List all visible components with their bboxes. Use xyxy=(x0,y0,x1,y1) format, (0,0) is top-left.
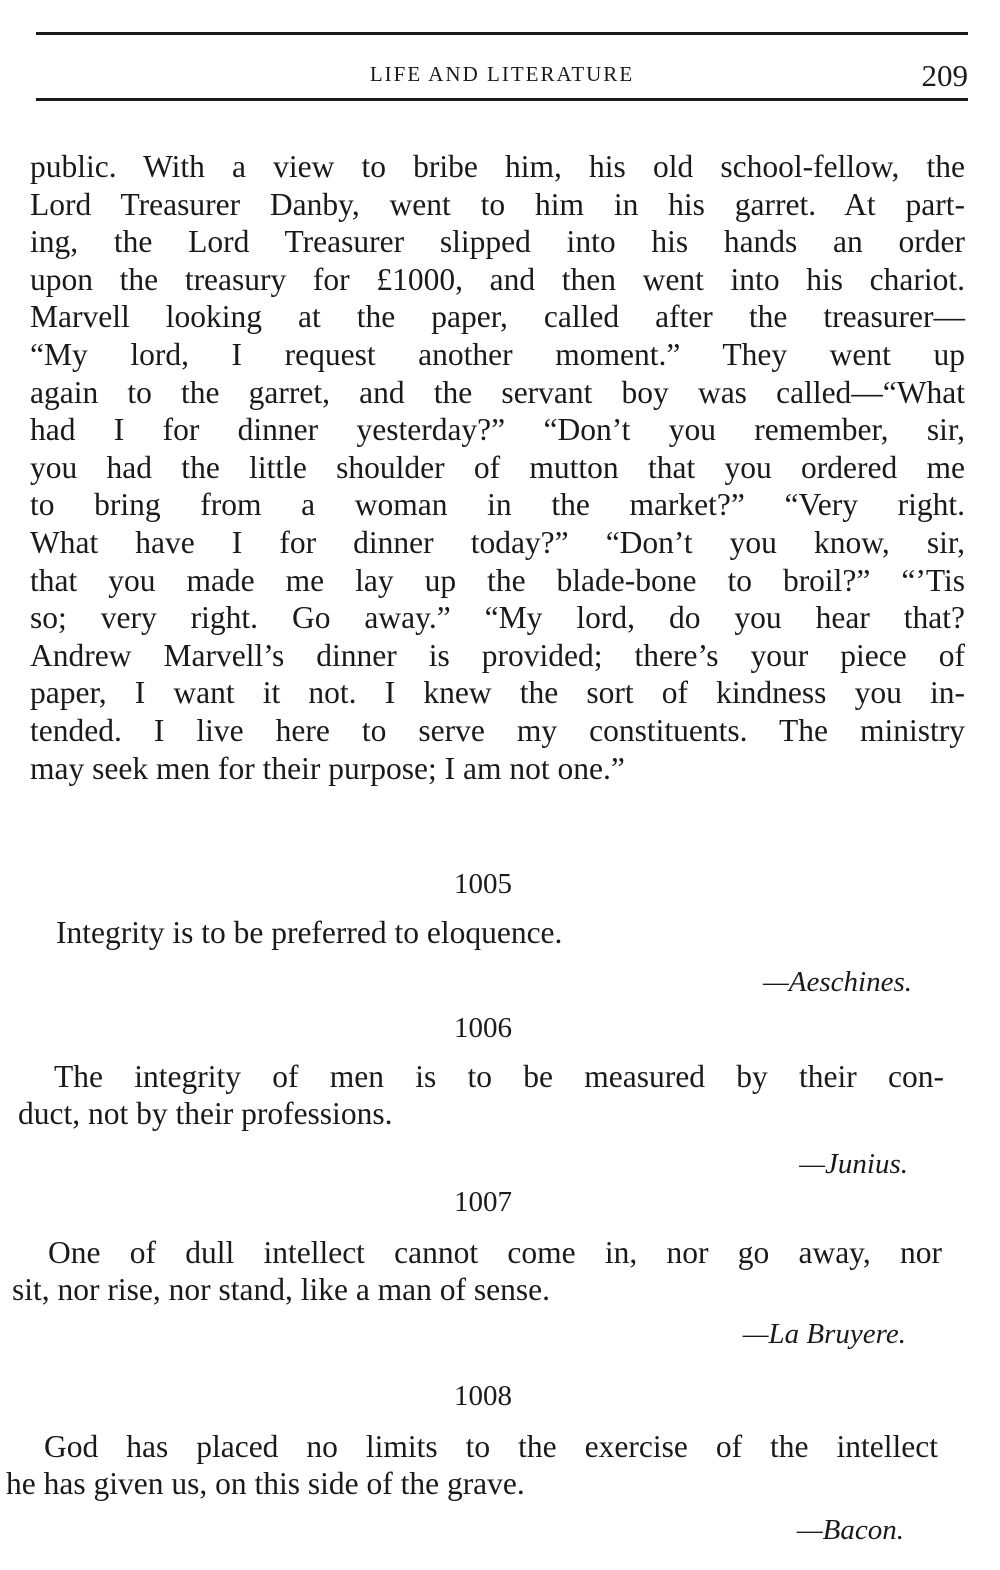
quote-line: he has given us, on this side of the grave. xyxy=(6,1466,525,1501)
header-rule-bottom xyxy=(36,98,968,101)
text-line: public. With a view to bribe him, his old school-fellow, the xyxy=(30,149,965,184)
text-line: Marvell looking at the paper, called after the treasurer— xyxy=(30,299,965,335)
quote-line: sit, nor rise, nor stand, like a man of sense. xyxy=(12,1272,551,1307)
header-rule-top xyxy=(36,32,968,35)
quote-attribution: —Aeschines. xyxy=(763,966,912,998)
text-line: tended. I live here to serve my constituents. The ministry xyxy=(30,712,965,748)
running-title: LIFE AND LITERATURE xyxy=(369,62,635,86)
text-line: you had the little shoulder of mutton that you ordered me xyxy=(30,449,965,485)
text-line: to bring from a woman in the market?” “Very right. xyxy=(30,487,965,523)
quote-line: Integrity is to be preferred to eloquence. xyxy=(56,915,563,950)
quote-line: God has placed no limits to the exercise of the intellect xyxy=(44,1429,938,1464)
text-line: may seek men for their purpose; I am not one.” xyxy=(30,750,625,786)
entry-number: 1006 xyxy=(454,1012,512,1044)
quote-text xyxy=(18,1058,944,1132)
running-head xyxy=(36,58,968,94)
quote-attribution: —Junius. xyxy=(799,1148,908,1180)
text-line: Lord Treasurer Danby, went to him in his garret. At part- xyxy=(30,186,965,222)
text-line: that you made me lay up the blade-bone to broil?” “’Tis xyxy=(30,562,965,598)
entry-number: 1008 xyxy=(454,1380,512,1412)
text-line: again to the garret, and the servant boy was called—“What xyxy=(30,374,965,410)
entry-number: 1005 xyxy=(454,868,512,900)
text-line: “My lord, I request another moment.” They went up xyxy=(30,336,965,372)
quote-attribution: —Bacon. xyxy=(796,1514,904,1546)
anecdote-paragraph xyxy=(30,148,965,787)
page-number: 209 xyxy=(921,58,968,93)
text-line: paper, I want it not. I knew the sort of kindness you in- xyxy=(30,675,965,711)
quote-line: duct, not by their professions. xyxy=(18,1096,393,1131)
text-line: had I for dinner yesterday?” “Don’t you remember, sir, xyxy=(30,412,965,448)
quote-text xyxy=(12,1234,942,1308)
text-line: Andrew Marvell’s dinner is provided; there’s your piece of xyxy=(30,637,965,673)
quote-line: The integrity of men is to be measured by their con- xyxy=(54,1059,944,1094)
quote-text xyxy=(56,914,916,951)
text-line: upon the treasury for £1000, and then went into his chariot. xyxy=(30,261,965,297)
quote-attribution: —La Bruyere. xyxy=(742,1318,906,1350)
text-line: What have I for dinner today?” “Don’t you know, sir, xyxy=(30,524,965,560)
text-line: so; very right. Go away.” “My lord, do you hear that? xyxy=(30,600,965,636)
entry-number: 1007 xyxy=(454,1186,512,1218)
quote-line: One of dull intellect cannot come in, nor go away, nor xyxy=(48,1235,942,1270)
text-line: ing, the Lord Treasurer slipped into his hands an order xyxy=(30,224,965,260)
quote-text xyxy=(6,1428,938,1502)
